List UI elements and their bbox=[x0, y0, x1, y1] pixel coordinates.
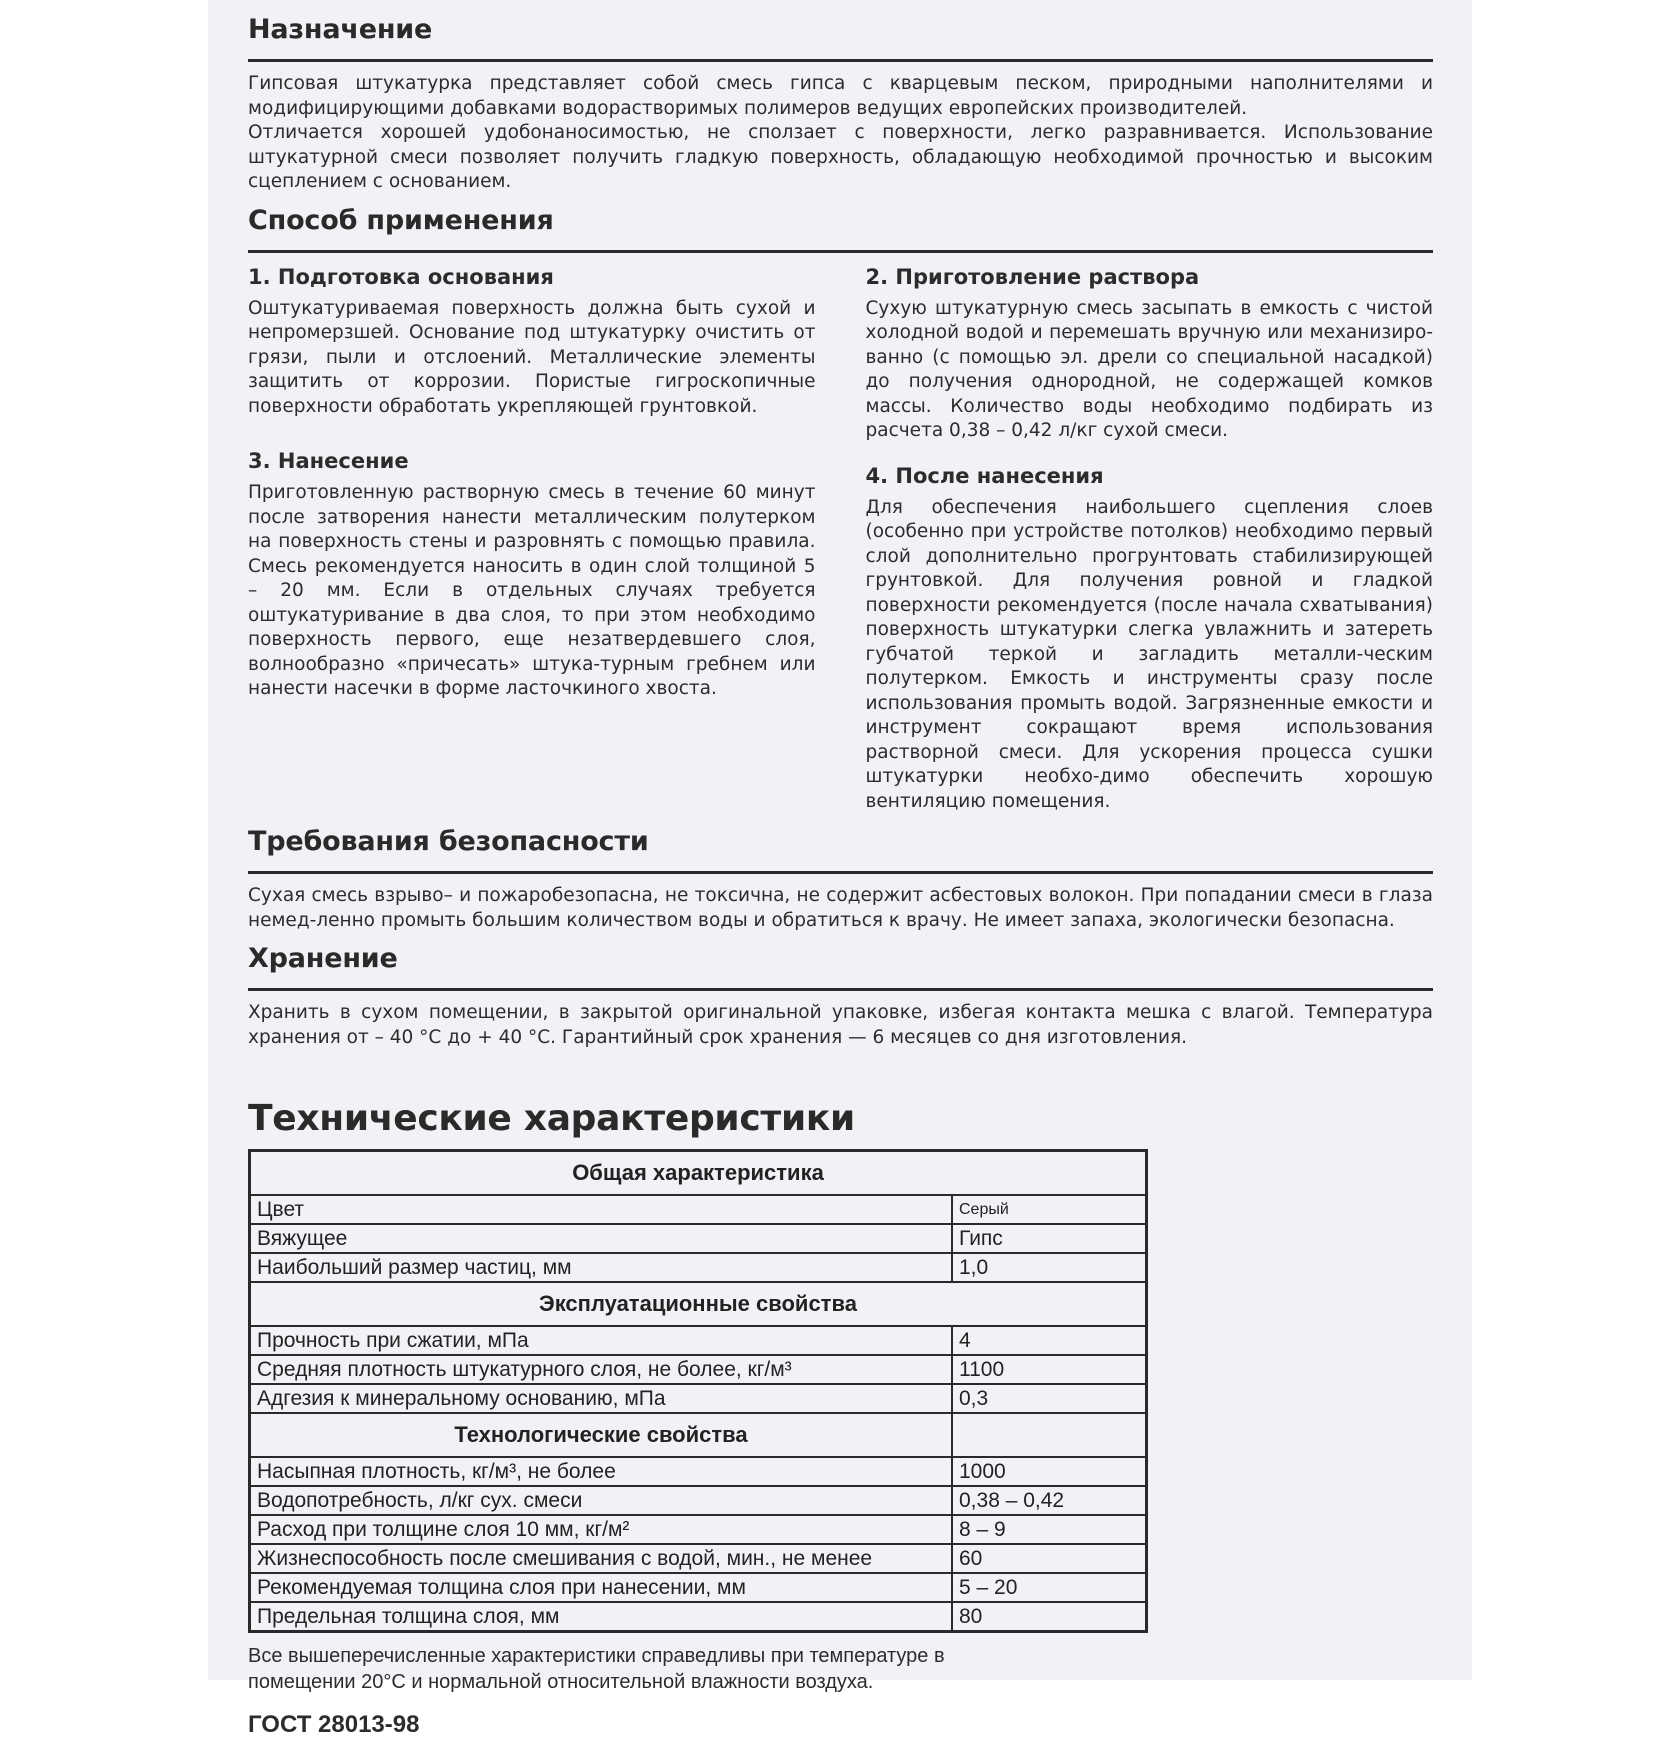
method-columns bbox=[248, 263, 1433, 815]
step-3-title: 3. Нанесение bbox=[248, 449, 409, 473]
spec-label: Прочность при сжатии, мПа bbox=[250, 1326, 953, 1355]
table-row bbox=[250, 1544, 1147, 1573]
table-row bbox=[250, 1195, 1147, 1224]
spec-label: Средняя плотность штукатурного слоя, не более, кг/м³ bbox=[250, 1355, 953, 1384]
step-2-text: Сухую штукатурную смесь засыпать в емкость с чистой холодной водой и перемешать вручную или механизиро-ванно (с помощью эл. дрели со специальной насадкой) до получения однородной, не содержащей комков массы. Количество воды необходимо подбирать из расчета 0,38 – 0,42 л/кг сухой смеси. bbox=[865, 297, 1433, 441]
table-row bbox=[250, 1355, 1147, 1384]
table-row bbox=[250, 1253, 1147, 1282]
spec-value: 1000 bbox=[952, 1457, 1147, 1486]
step-1-title: 1. Подготовка основания bbox=[248, 264, 554, 289]
spec-value: 5 – 20 bbox=[952, 1573, 1147, 1602]
purpose-paragraph-2: Отличается хорошей удобонаносимостью, не сползает с поверхности, легко разравнивается. Использование штукатурной смеси позволяет получить гладкую поверхность, обладающую необходимой прочностью и высоким сцеплением с основанием. bbox=[248, 122, 1433, 192]
table-row bbox=[250, 1384, 1147, 1413]
section-rule bbox=[248, 59, 1433, 62]
spec-label: Вяжущее bbox=[250, 1224, 953, 1253]
spec-label: Адгезия к минеральному основанию, мПа bbox=[250, 1384, 953, 1413]
section-title-purpose: Назначение bbox=[248, 14, 433, 45]
table-row bbox=[250, 1457, 1147, 1486]
section-rule bbox=[248, 871, 1433, 874]
section-rule bbox=[248, 250, 1433, 253]
spec-value: 4 bbox=[952, 1326, 1147, 1355]
table-row bbox=[250, 1224, 1147, 1253]
spec-label: Расход при толщине слоя 10 мм, кг/м² bbox=[250, 1515, 953, 1544]
spec-value: Гипс bbox=[952, 1224, 1147, 1253]
table-group-row bbox=[250, 1413, 1147, 1457]
table-row bbox=[250, 1326, 1147, 1355]
table-group-row bbox=[250, 1151, 1147, 1196]
step-4-text: Для обеспечения наибольшего сцепления слоев (особенно при устройстве потолков) необходимо первый слой дополнительно прогрунтовать стабилизирующей грунтовкой. Для получения ровной и гладкой поверхности рекомендуется (после начала схватывания) поверхность штукатурки слегка увлажнить и затереть губчатой теркой и загладить металли-ческим полутерком. Емкость и инструменты сразу после использования промыть водой. Загрязненные емкости и инструмент сокращают время использования растворной смеси. Для ускорения процесса сушки штукатурки необхо-димо обеспечить хорошую вентиляцию помещения. bbox=[865, 496, 1433, 812]
tech-note: Все вышеперечисленные характеристики справедливы при температуре в помещении 20°С и нормальной относительной влажности воздуха. bbox=[248, 1645, 945, 1693]
spec-label: Рекомендуемая толщина слоя при нанесении, мм bbox=[250, 1573, 953, 1602]
tech-specs-table bbox=[248, 1149, 1148, 1633]
table-row bbox=[250, 1573, 1147, 1602]
group-header-operational: Эксплуатационные свойства bbox=[250, 1282, 1147, 1326]
table-group-row bbox=[250, 1282, 1147, 1326]
spec-label: Насыпная плотность, кг/м³, не более bbox=[250, 1457, 953, 1486]
table-row bbox=[250, 1602, 1147, 1632]
section-title-storage: Хранение bbox=[248, 943, 398, 974]
spec-value: 1100 bbox=[952, 1355, 1147, 1384]
step-4-title: 4. После нанесения bbox=[865, 463, 1104, 488]
spec-label: Цвет bbox=[250, 1195, 953, 1224]
method-left-column bbox=[248, 263, 816, 815]
spec-label: Предельная толщина слоя, мм bbox=[250, 1602, 953, 1632]
section-title-method: Способ применения bbox=[248, 204, 554, 236]
spec-value: 0,38 – 0,42 bbox=[952, 1486, 1147, 1515]
spec-value: Серый bbox=[952, 1195, 1147, 1224]
tech-specs-title: Технические характеристики bbox=[248, 1098, 855, 1139]
group-header-technological: Технологические свойства bbox=[250, 1413, 953, 1457]
group-header-general: Общая характеристика bbox=[250, 1151, 1147, 1196]
step-1-text: Оштукатуриваемая поверхность должна быть сухой и непромерзшей. Основание под штукатурку очистить от грязи, пыли и отслоений. Металлические элементы защитить от коррозии. Пористые гигроскопичные поверхности обработать укрепляющей грунтовкой. bbox=[248, 297, 816, 417]
spec-value: 60 bbox=[952, 1544, 1147, 1573]
empty-cell bbox=[952, 1413, 1147, 1457]
section-title-safety: Требования безопасности bbox=[248, 826, 649, 857]
gost-standard: ГОСТ 28013-98 bbox=[248, 1711, 420, 1738]
table-row bbox=[250, 1515, 1147, 1544]
spec-value: 80 bbox=[952, 1602, 1147, 1632]
method-right-column bbox=[866, 263, 1434, 815]
spec-label: Водопотребность, л/кг сух. смеси bbox=[250, 1486, 953, 1515]
step-3-text: Приготовленную растворную смесь в течение 60 минут после затворения нанести металлическим полутерком на поверхность стены и разровнять с помощью правила. Смесь рекомендуется наносить в один слой толщиной 5 – 20 мм. Если в отдельных случаях требуется оштукатуривание в два слоя, то при этом необходимо поверхность первого, еще незатвердевшего слоя, волнообразно «причесать» штука-турным гребнем или нанести насечки в форме ласточкиного хвоста. bbox=[248, 482, 816, 699]
spec-value: 0,3 bbox=[952, 1384, 1147, 1413]
storage-text: Хранить в сухом помещении, в закрытой оригинальной упаковке, избегая контакта мешка с влагой. Температура хранения от – 40 °С до + 40 °С. Гарантийный срок хранения — 6 месяцев со дня изготовления. bbox=[248, 1002, 1433, 1048]
spec-value: 8 – 9 bbox=[952, 1515, 1147, 1544]
spec-label: Жизнеспособность после смешивания с водой, мин., не менее bbox=[250, 1544, 953, 1573]
spec-value: 1,0 bbox=[952, 1253, 1147, 1282]
step-2-title: 2. Приготовление раствора bbox=[865, 264, 1200, 289]
purpose-paragraph-1: Гипсовая штукатурка представляет собой смесь гипса с кварцевым песком, природными наполнителями и модифицирующими добавками водорастворимых полимеров ведущих европейских производителей. bbox=[248, 73, 1433, 119]
document-page bbox=[208, 0, 1472, 1738]
safety-text: Сухая смесь взрыво– и пожаробезопасна, не токсична, не содержит асбестовых волокон. При попадании смеси в глаза немед-ленно промыть большим количеством воды и обратиться к врачу. Не имеет запаха, экологически безопасна. bbox=[248, 885, 1433, 931]
section-rule bbox=[248, 988, 1433, 991]
table-row bbox=[250, 1486, 1147, 1515]
spec-label: Наибольший размер частиц, мм bbox=[250, 1253, 953, 1282]
document-content bbox=[248, 14, 1433, 1739]
